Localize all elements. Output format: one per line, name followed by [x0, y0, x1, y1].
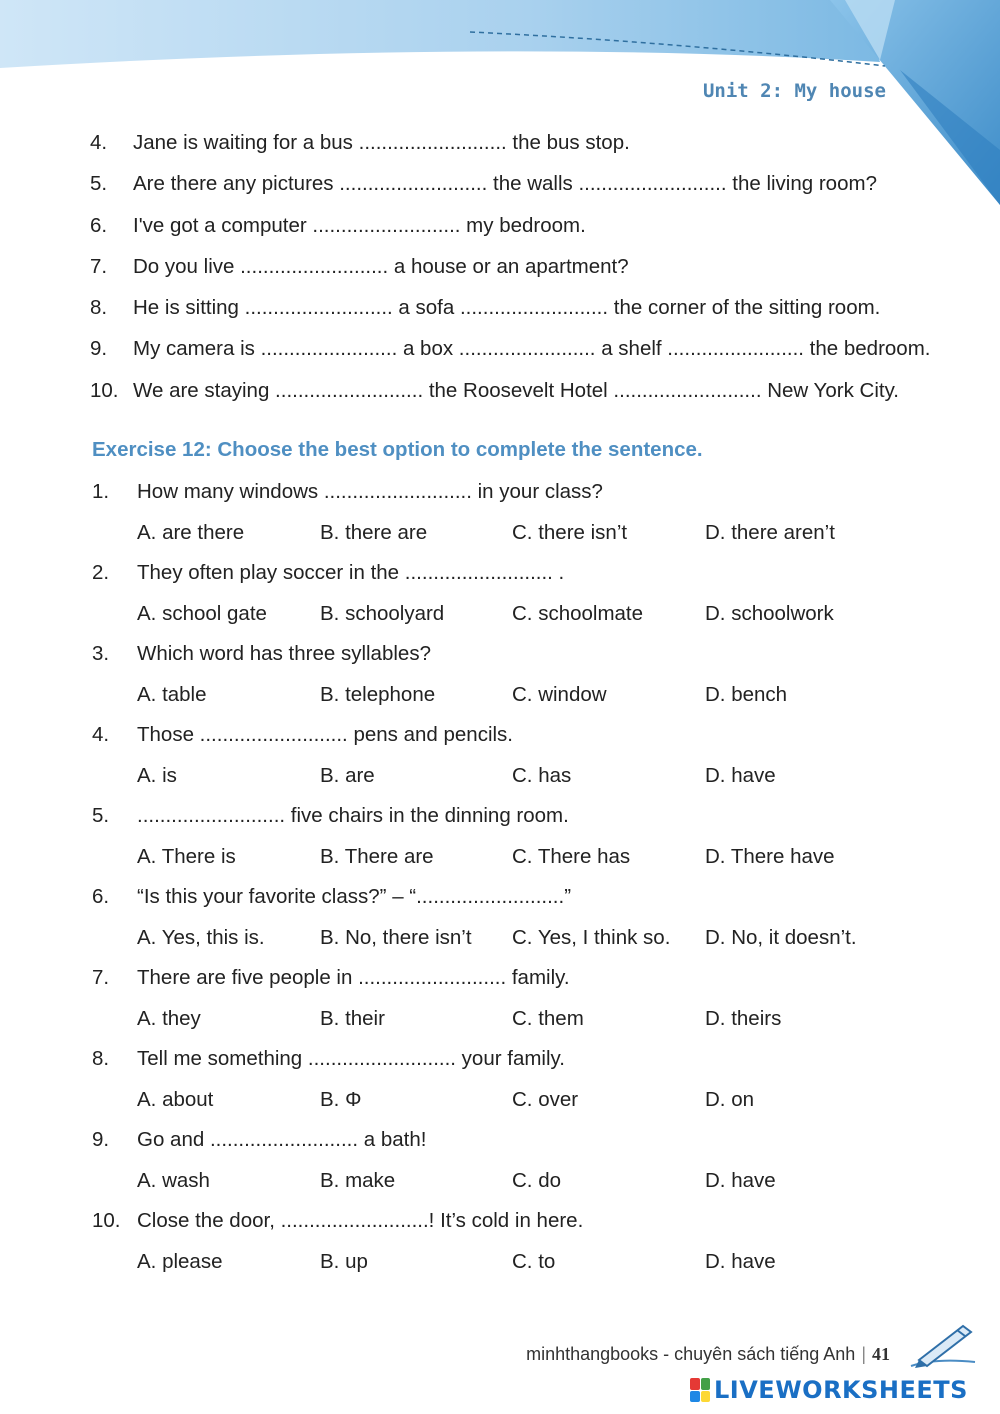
question-number: 3.	[92, 642, 110, 665]
options-row	[92, 683, 912, 724]
option-a[interactable]: A. is	[137, 763, 177, 787]
list-item	[90, 214, 910, 255]
item-text: My camera is ........................ a box ........................ a shelf ........................ the bedroom.	[133, 337, 931, 361]
option-a[interactable]: A. school gate	[137, 601, 267, 625]
option-d[interactable]: D. schoolwork	[705, 601, 834, 625]
question-number: 5.	[92, 804, 110, 827]
question-text: “Is this your favorite class?” – “..........................”	[137, 885, 572, 908]
option-c[interactable]: C. There has	[512, 844, 631, 868]
logo-badge-icon	[690, 1378, 710, 1402]
item-number: 7.	[90, 254, 108, 278]
fill-in-list	[90, 131, 931, 420]
options-row	[92, 521, 912, 562]
option-b[interactable]: B. are	[320, 763, 375, 787]
item-text: He is sitting .......................... a sofa .......................... the corner of the sitting room.	[133, 296, 881, 320]
question-text: How many windows .......................... in your class?	[137, 480, 603, 503]
options-row	[92, 845, 912, 886]
list-item	[90, 296, 910, 337]
question-text: Go and .......................... a bath!	[137, 1128, 427, 1151]
item-number: 8.	[90, 296, 108, 320]
option-c[interactable]: C. window	[512, 682, 607, 706]
question-text: There are five people in .......................... family.	[137, 966, 570, 989]
question	[92, 480, 912, 521]
question-number: 4.	[92, 723, 110, 746]
options-row	[92, 1007, 912, 1048]
list-item	[90, 172, 910, 213]
question	[92, 561, 912, 602]
item-number: 10.	[90, 378, 119, 402]
item-text: Are there any pictures .......................... the walls .......................... the living room?	[133, 172, 877, 196]
option-a[interactable]: A. are there	[137, 520, 245, 544]
question-number: 9.	[92, 1128, 110, 1151]
list-item	[90, 337, 931, 378]
publisher-text: minhthangbooks - chuyên sách tiếng Anh	[526, 1344, 856, 1364]
question	[92, 1128, 912, 1169]
option-d[interactable]: D. have	[705, 1249, 776, 1273]
option-d[interactable]: D. No, it doesn’t.	[705, 925, 857, 949]
question-number: 2.	[92, 561, 110, 584]
option-c[interactable]: C. do	[512, 1168, 561, 1192]
item-number: 6.	[90, 213, 108, 237]
item-text: We are staying .......................... the Roosevelt Hotel .......................... New York City.	[133, 378, 899, 402]
question	[92, 1209, 912, 1250]
question-number: 10.	[92, 1209, 121, 1232]
option-d[interactable]: D. bench	[705, 682, 788, 706]
page-footer	[526, 1344, 890, 1365]
question-number: 8.	[92, 1047, 110, 1070]
watermark-text: LIVEWORKSHEETS	[714, 1376, 968, 1404]
option-c[interactable]: C. has	[512, 763, 572, 787]
option-c[interactable]: C. them	[512, 1006, 584, 1030]
question	[92, 966, 912, 1007]
question-text: Close the door, ..........................! It’s cold in here.	[137, 1209, 584, 1232]
list-item	[90, 379, 910, 420]
option-b[interactable]: B. There are	[320, 844, 434, 868]
option-a[interactable]: A. about	[137, 1087, 214, 1111]
question	[92, 804, 912, 845]
options-row	[92, 1250, 912, 1291]
option-a[interactable]: A. wash	[137, 1168, 210, 1192]
option-a[interactable]: A. There is	[137, 844, 236, 868]
question	[92, 642, 912, 683]
item-number: 9.	[90, 337, 108, 361]
option-b[interactable]: B. make	[320, 1168, 396, 1192]
options-row	[92, 926, 912, 967]
options-row	[92, 602, 912, 643]
option-c[interactable]: C. Yes, I think so.	[512, 925, 671, 949]
item-text: Do you live .......................... a house or an apartment?	[133, 254, 629, 278]
option-c[interactable]: C. over	[512, 1087, 579, 1111]
question-text: They often play soccer in the .......................... .	[137, 561, 565, 584]
question-text: Tell me something .......................... your family.	[137, 1047, 565, 1070]
question	[92, 723, 912, 764]
option-a[interactable]: A. please	[137, 1249, 223, 1273]
item-text: Jane is waiting for a bus .......................... the bus stop.	[133, 131, 630, 154]
options-row	[92, 764, 912, 805]
option-d[interactable]: D. have	[705, 1168, 776, 1192]
item-number: 4.	[90, 131, 108, 154]
option-c[interactable]: C. schoolmate	[512, 601, 644, 625]
option-d[interactable]: D. on	[705, 1087, 754, 1111]
footer-separator: |	[861, 1344, 866, 1364]
option-c[interactable]: C. there isn’t	[512, 520, 628, 544]
liveworksheets-logo	[690, 1376, 968, 1404]
option-b[interactable]: B. No, there isn’t	[320, 925, 472, 949]
list-item	[90, 255, 910, 296]
option-b[interactable]: B. schoolyard	[320, 601, 445, 625]
option-d[interactable]: D. there aren’t	[705, 520, 835, 544]
question-text: Which word has three syllables?	[137, 642, 431, 665]
question-list	[92, 480, 912, 1290]
option-b[interactable]: B. Φ	[320, 1087, 362, 1111]
unit-title: Unit 2: My house	[702, 80, 886, 102]
item-text: I've got a computer .......................... my bedroom.	[133, 213, 586, 237]
question-number: 1.	[92, 480, 110, 503]
pen-icon	[905, 1322, 985, 1372]
option-d[interactable]: D. have	[705, 763, 776, 787]
option-a[interactable]: A. Yes, this is.	[137, 925, 265, 949]
option-c[interactable]: C. to	[512, 1249, 556, 1273]
question-number: 7.	[92, 966, 110, 989]
exercise-heading: Exercise 12: Choose the best option to complete the sentence.	[92, 438, 703, 461]
page-number: 41	[872, 1344, 890, 1364]
question-text: .......................... five chairs in the dinning room.	[137, 804, 569, 827]
option-b[interactable]: B. telephone	[320, 682, 436, 706]
question-text: Those .......................... pens and pencils.	[137, 723, 514, 746]
option-b[interactable]: B. there are	[320, 520, 428, 544]
option-b[interactable]: B. their	[320, 1006, 385, 1030]
options-row	[92, 1088, 912, 1129]
options-row	[92, 1169, 912, 1210]
list-item	[90, 131, 910, 172]
question	[92, 885, 912, 926]
option-a[interactable]: A. table	[137, 682, 207, 706]
item-number: 5.	[90, 172, 108, 196]
option-d[interactable]: D. theirs	[705, 1006, 782, 1030]
option-b[interactable]: B. up	[320, 1249, 368, 1273]
option-a[interactable]: A. they	[137, 1006, 201, 1030]
option-d[interactable]: D. There have	[705, 844, 835, 868]
question-number: 6.	[92, 885, 110, 908]
question	[92, 1047, 912, 1088]
